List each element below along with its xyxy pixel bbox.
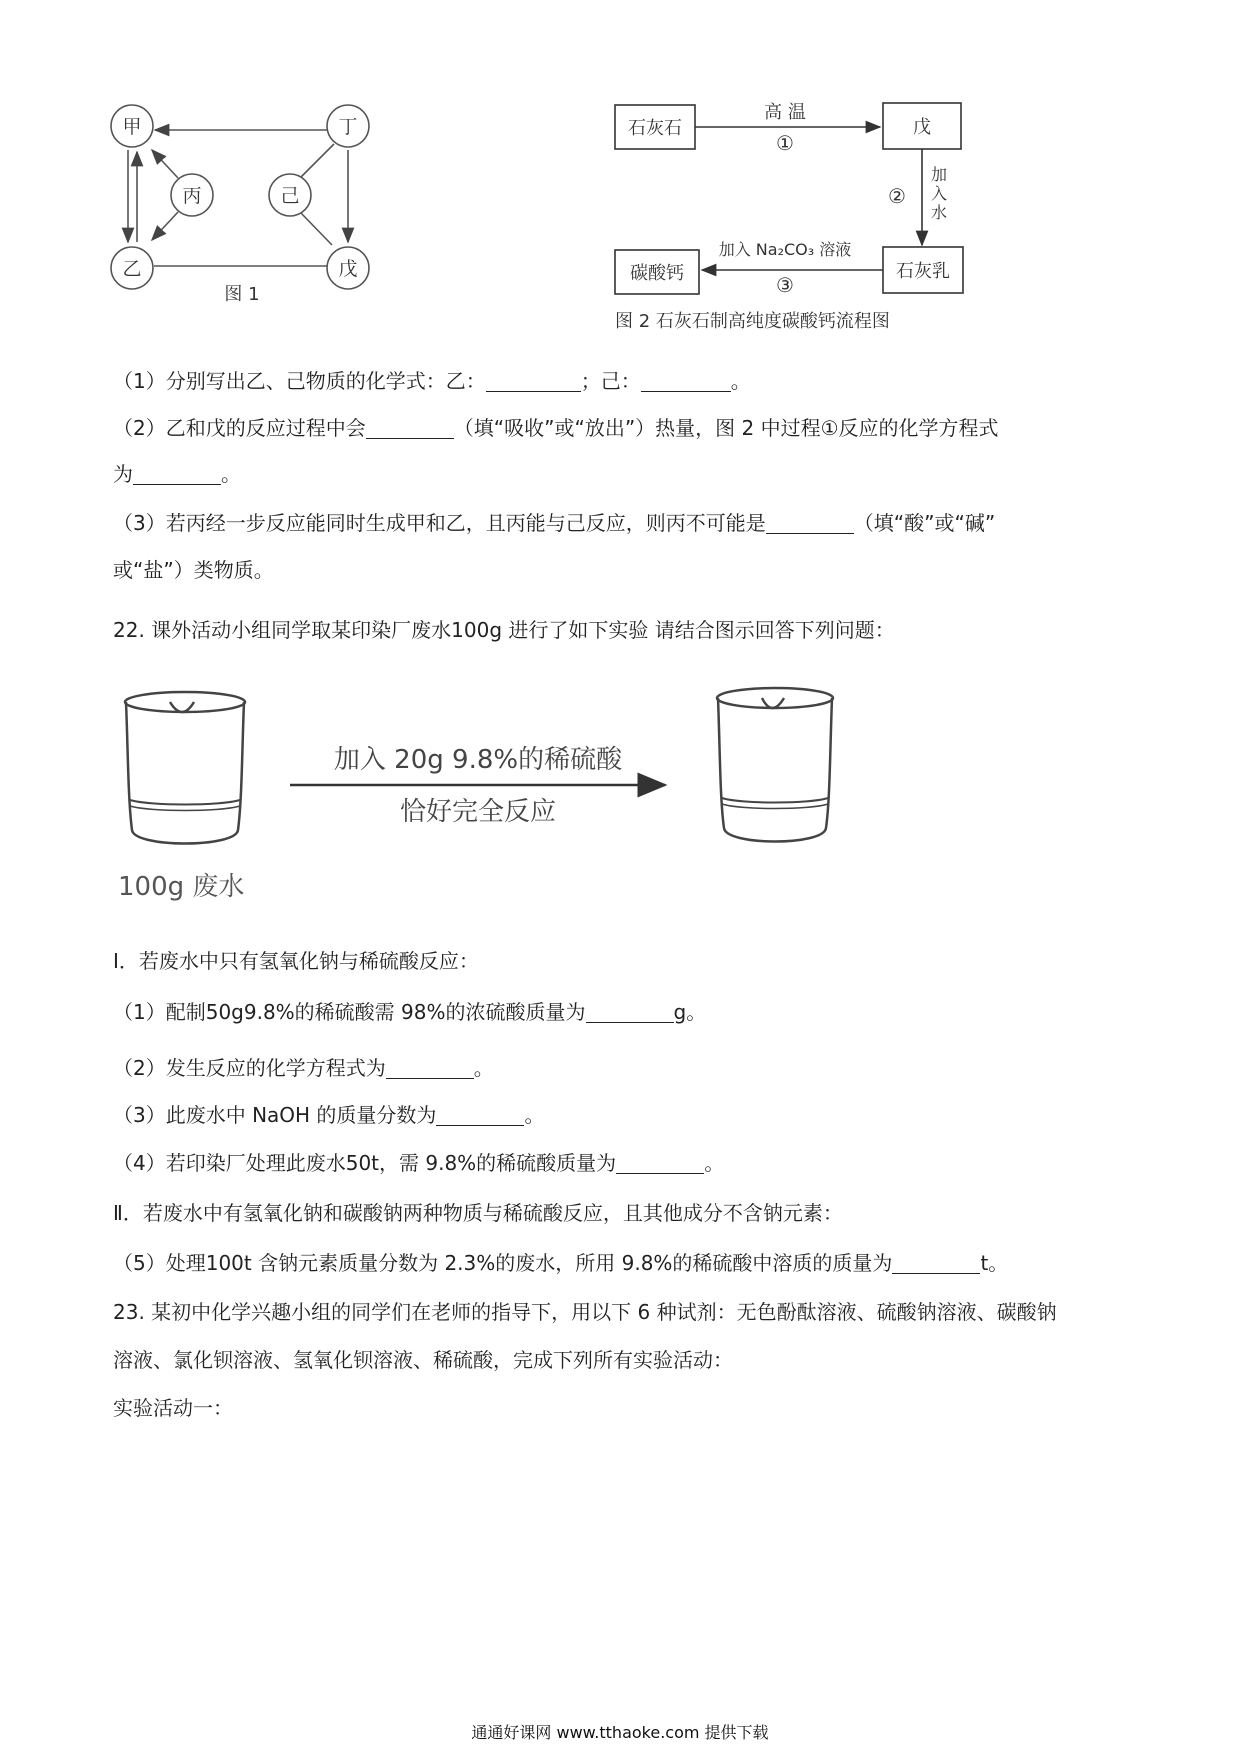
- q23-line3: 实验活动一：: [113, 1396, 233, 1420]
- node-yi: 乙: [122, 258, 142, 280]
- box-limestone: 石灰石: [628, 118, 682, 139]
- box-wu: 戊: [913, 117, 931, 138]
- q23-line2: 溶液、氯化钡溶液、氢氧化钡溶液、稀硫酸，完成下列所有实验活动：: [113, 1348, 733, 1372]
- arrow-top-label: 加入 20g 9.8%的稀硫酸: [333, 745, 623, 775]
- box-lime-milk: 石灰乳: [896, 261, 950, 282]
- q21-part2-line2: 为 。: [113, 462, 241, 486]
- node-bing: 丙: [182, 185, 202, 207]
- q22-sub4: （4）若印染厂处理此废水50t，需 9.8%的稀硫酸质量为 。: [113, 1151, 725, 1175]
- figure-2: [605, 95, 985, 345]
- figure-1-caption: 图 1: [224, 284, 260, 305]
- svg-text:水: 水: [930, 203, 948, 222]
- q21-part1: （1）分别写出乙、己物质的化学式：乙： ；己： 。: [113, 369, 751, 393]
- q21-part3-line1: （3）若丙经一步反应能同时生成甲和乙，且丙能与己反应，则丙不可能是 （填“酸”或“碱”: [113, 511, 996, 535]
- arrow-bottom-label: 恰好完全反应: [399, 797, 557, 827]
- q22-sub1: （1）配制50g9.8%的稀硫酸需 98%的浓硫酸质量为 g。: [113, 1000, 707, 1024]
- step1-label: 高 温: [764, 102, 806, 123]
- step1-number: ①: [776, 131, 794, 155]
- beaker-label: 100g 废水: [118, 872, 245, 902]
- beaker-right: [717, 688, 833, 842]
- node-ji: 己: [280, 185, 300, 207]
- node-jia: 甲: [122, 116, 142, 138]
- q22-sub5: （5）处理100t 含钠元素质量分数为 2.3%的废水，所用 9.8%的稀硫酸中溶质的质量为 t。: [113, 1251, 1009, 1275]
- figure-1: [110, 100, 440, 350]
- box-caco3: 碳酸钙: [630, 263, 684, 284]
- step3-label: 加入 Na₂CO₃ 溶液: [718, 240, 852, 259]
- q22-sub3: （3）此废水中 NaOH 的质量分数为 。: [113, 1103, 545, 1127]
- beaker-left: [125, 692, 245, 844]
- q22-sub2: （2）发生反应的化学方程式为 。: [113, 1056, 494, 1080]
- svg-text:入: 入: [930, 184, 948, 203]
- node-ding: 丁: [338, 116, 358, 138]
- step3-number: ③: [776, 273, 794, 297]
- svg-text:加: 加: [930, 165, 948, 184]
- q22-part2-heading: Ⅱ．若废水中有氢氧化钠和碳酸钠两种物质与稀硫酸反应，且其他成分不含钠元素：: [113, 1201, 843, 1225]
- step2-label: [931, 165, 947, 222]
- q23-line1: 23. 某初中化学兴趣小组的同学们在老师的指导下，用以下 6 种试剂：无色酚酞溶液、硫酸钠溶液、碳酸钠: [113, 1300, 1057, 1324]
- page-footer: 通通好课网 www.tthaoke.com 提供下载: [471, 1723, 769, 1742]
- q21-part2-line1: （2）乙和戊的反应过程中会 （填“吸收”或“放出”）热量，图 2 中过程①反应的化学方程式: [113, 416, 999, 440]
- step2-number: ②: [888, 184, 906, 208]
- q22-part1-heading: Ⅰ．若废水中只有氢氧化钠与稀硫酸反应：: [113, 949, 479, 973]
- q22-stem: 22. 课外活动小组同学取某印染厂废水100g 进行了如下实验 请结合图示回答下列问题：: [113, 618, 895, 642]
- q21-part3-line2: 或“盐”）类物质。: [113, 558, 274, 582]
- node-wu: 戊: [338, 258, 358, 280]
- q22-figure: [110, 680, 870, 910]
- figure-2-caption: 图 2 石灰石制高纯度碳酸钙流程图: [615, 311, 890, 332]
